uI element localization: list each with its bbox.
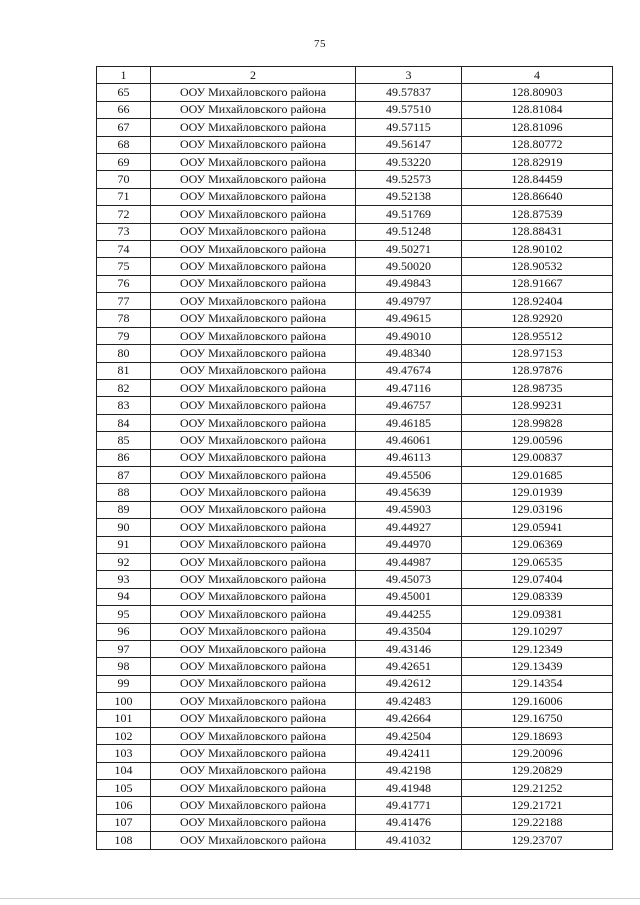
column-header-longitude: 4 xyxy=(462,67,613,84)
table-row xyxy=(97,310,613,327)
cell-latitude: 49.42411 xyxy=(356,745,462,762)
cell-longitude: 129.01939 xyxy=(462,484,613,501)
cell-latitude: 49.49797 xyxy=(356,293,462,310)
table-row xyxy=(97,136,613,153)
cell-number: 102 xyxy=(97,727,151,744)
cell-longitude: 129.16750 xyxy=(462,710,613,727)
cell-name: ООУ Михайловского района xyxy=(151,606,356,623)
cell-longitude: 129.09381 xyxy=(462,606,613,623)
cell-name: ООУ Михайловского района xyxy=(151,293,356,310)
cell-number: 96 xyxy=(97,623,151,640)
cell-longitude: 129.22188 xyxy=(462,814,613,831)
cell-name: ООУ Михайловского района xyxy=(151,762,356,779)
cell-latitude: 49.46113 xyxy=(356,449,462,466)
table-row xyxy=(97,345,613,362)
cell-longitude: 128.88431 xyxy=(462,223,613,240)
table-row xyxy=(97,727,613,744)
cell-latitude: 49.45639 xyxy=(356,484,462,501)
cell-number: 76 xyxy=(97,275,151,292)
cell-number: 87 xyxy=(97,466,151,483)
table-row xyxy=(97,223,613,240)
table-row xyxy=(97,466,613,483)
table-row xyxy=(97,414,613,431)
cell-number: 98 xyxy=(97,658,151,675)
cell-number: 77 xyxy=(97,293,151,310)
cell-latitude: 49.51769 xyxy=(356,206,462,223)
cell-longitude: 128.95512 xyxy=(462,327,613,344)
cell-number: 103 xyxy=(97,745,151,762)
cell-longitude: 128.82919 xyxy=(462,153,613,170)
cell-latitude: 49.42664 xyxy=(356,710,462,727)
table-row xyxy=(97,675,613,692)
table-row xyxy=(97,519,613,536)
cell-longitude: 128.87539 xyxy=(462,206,613,223)
cell-number: 68 xyxy=(97,136,151,153)
cell-name: ООУ Михайловского района xyxy=(151,188,356,205)
cell-longitude: 129.18693 xyxy=(462,727,613,744)
cell-number: 74 xyxy=(97,240,151,257)
cell-number: 88 xyxy=(97,484,151,501)
cell-longitude: 128.81084 xyxy=(462,101,613,118)
table-row xyxy=(97,745,613,762)
cell-longitude: 129.20096 xyxy=(462,745,613,762)
cell-name: ООУ Михайловского района xyxy=(151,380,356,397)
cell-longitude: 129.05941 xyxy=(462,519,613,536)
cell-number: 104 xyxy=(97,762,151,779)
cell-longitude: 129.13439 xyxy=(462,658,613,675)
cell-number: 73 xyxy=(97,223,151,240)
cell-longitude: 128.99231 xyxy=(462,397,613,414)
cell-latitude: 49.45001 xyxy=(356,588,462,605)
cell-latitude: 49.49843 xyxy=(356,275,462,292)
cell-longitude: 129.20829 xyxy=(462,762,613,779)
cell-longitude: 129.10297 xyxy=(462,623,613,640)
cell-latitude: 49.45506 xyxy=(356,466,462,483)
cell-number: 101 xyxy=(97,710,151,727)
cell-longitude: 128.81096 xyxy=(462,119,613,136)
cell-longitude: 128.90102 xyxy=(462,240,613,257)
cell-name: ООУ Михайловского района xyxy=(151,345,356,362)
cell-longitude: 128.97876 xyxy=(462,362,613,379)
cell-latitude: 49.44987 xyxy=(356,553,462,570)
cell-number: 108 xyxy=(97,832,151,849)
cell-latitude: 49.46061 xyxy=(356,432,462,449)
cell-number: 81 xyxy=(97,362,151,379)
cell-number: 105 xyxy=(97,780,151,797)
cell-number: 89 xyxy=(97,501,151,518)
cell-longitude: 129.06535 xyxy=(462,553,613,570)
cell-longitude: 128.98735 xyxy=(462,380,613,397)
cell-number: 86 xyxy=(97,449,151,466)
cell-longitude: 129.07404 xyxy=(462,571,613,588)
cell-longitude: 128.80772 xyxy=(462,136,613,153)
cell-latitude: 49.41948 xyxy=(356,780,462,797)
cell-latitude: 49.47674 xyxy=(356,362,462,379)
cell-name: ООУ Михайловского района xyxy=(151,206,356,223)
table-row xyxy=(97,275,613,292)
cell-longitude: 129.12349 xyxy=(462,640,613,657)
cell-latitude: 49.42651 xyxy=(356,658,462,675)
cell-latitude: 49.42198 xyxy=(356,762,462,779)
cell-name: ООУ Михайловского района xyxy=(151,484,356,501)
cell-longitude: 128.92920 xyxy=(462,310,613,327)
cell-latitude: 49.51248 xyxy=(356,223,462,240)
cell-name: ООУ Михайловского района xyxy=(151,640,356,657)
cell-number: 100 xyxy=(97,693,151,710)
cell-longitude: 129.14354 xyxy=(462,675,613,692)
cell-latitude: 49.49010 xyxy=(356,327,462,344)
cell-name: ООУ Михайловского района xyxy=(151,397,356,414)
cell-name: ООУ Михайловского района xyxy=(151,466,356,483)
table-row xyxy=(97,536,613,553)
table-row xyxy=(97,832,613,849)
cell-latitude: 49.42612 xyxy=(356,675,462,692)
cell-latitude: 49.46757 xyxy=(356,397,462,414)
cell-name: ООУ Михайловского района xyxy=(151,240,356,257)
table-row xyxy=(97,380,613,397)
cell-number: 93 xyxy=(97,571,151,588)
table-row xyxy=(97,449,613,466)
cell-number: 82 xyxy=(97,380,151,397)
cell-number: 85 xyxy=(97,432,151,449)
cell-number: 91 xyxy=(97,536,151,553)
page-number: 75 xyxy=(314,38,326,50)
cell-latitude: 49.57510 xyxy=(356,101,462,118)
cell-name: ООУ Михайловского района xyxy=(151,153,356,170)
table-row xyxy=(97,623,613,640)
cell-latitude: 49.41032 xyxy=(356,832,462,849)
cell-name: ООУ Михайловского района xyxy=(151,119,356,136)
cell-latitude: 49.42504 xyxy=(356,727,462,744)
cell-number: 92 xyxy=(97,553,151,570)
cell-latitude: 49.43146 xyxy=(356,640,462,657)
cell-longitude: 129.00596 xyxy=(462,432,613,449)
cell-number: 83 xyxy=(97,397,151,414)
cell-longitude: 129.21252 xyxy=(462,780,613,797)
cell-name: ООУ Михайловского района xyxy=(151,536,356,553)
cell-latitude: 49.42483 xyxy=(356,693,462,710)
cell-number: 80 xyxy=(97,345,151,362)
cell-name: ООУ Михайловского района xyxy=(151,571,356,588)
cell-longitude: 129.23707 xyxy=(462,832,613,849)
cell-longitude: 128.90532 xyxy=(462,258,613,275)
cell-number: 106 xyxy=(97,797,151,814)
table-row xyxy=(97,293,613,310)
cell-name: ООУ Михайловского района xyxy=(151,693,356,710)
cell-number: 90 xyxy=(97,519,151,536)
cell-name: ООУ Михайловского района xyxy=(151,727,356,744)
table-row xyxy=(97,171,613,188)
cell-number: 71 xyxy=(97,188,151,205)
cell-latitude: 49.45903 xyxy=(356,501,462,518)
cell-name: ООУ Михайловского района xyxy=(151,449,356,466)
table-row xyxy=(97,397,613,414)
cell-name: ООУ Михайловского района xyxy=(151,588,356,605)
coordinates-table xyxy=(96,66,613,850)
cell-latitude: 49.50020 xyxy=(356,258,462,275)
cell-longitude: 128.86640 xyxy=(462,188,613,205)
cell-number: 107 xyxy=(97,814,151,831)
cell-latitude: 49.48340 xyxy=(356,345,462,362)
cell-longitude: 129.00837 xyxy=(462,449,613,466)
cell-number: 94 xyxy=(97,588,151,605)
table-row xyxy=(97,710,613,727)
table-row xyxy=(97,762,613,779)
cell-number: 78 xyxy=(97,310,151,327)
cell-latitude: 49.41476 xyxy=(356,814,462,831)
cell-name: ООУ Михайловского района xyxy=(151,258,356,275)
cell-number: 67 xyxy=(97,119,151,136)
cell-name: ООУ Михайловского района xyxy=(151,275,356,292)
cell-longitude: 129.03196 xyxy=(462,501,613,518)
cell-name: ООУ Михайловского района xyxy=(151,814,356,831)
table-row xyxy=(97,693,613,710)
cell-number: 70 xyxy=(97,171,151,188)
cell-latitude: 49.43504 xyxy=(356,623,462,640)
cell-latitude: 49.57837 xyxy=(356,84,462,101)
cell-latitude: 49.44970 xyxy=(356,536,462,553)
cell-longitude: 129.08339 xyxy=(462,588,613,605)
table-row xyxy=(97,571,613,588)
table-row xyxy=(97,362,613,379)
cell-number: 84 xyxy=(97,414,151,431)
cell-latitude: 49.50271 xyxy=(356,240,462,257)
table-row xyxy=(97,501,613,518)
table-body xyxy=(97,84,613,849)
table-row xyxy=(97,606,613,623)
cell-name: ООУ Михайловского района xyxy=(151,797,356,814)
cell-latitude: 49.44255 xyxy=(356,606,462,623)
cell-latitude: 49.57115 xyxy=(356,119,462,136)
cell-longitude: 129.06369 xyxy=(462,536,613,553)
cell-latitude: 49.56147 xyxy=(356,136,462,153)
table-header-row xyxy=(97,67,613,84)
cell-longitude: 128.99828 xyxy=(462,414,613,431)
table-row xyxy=(97,119,613,136)
cell-number: 95 xyxy=(97,606,151,623)
cell-name: ООУ Михайловского района xyxy=(151,414,356,431)
cell-latitude: 49.47116 xyxy=(356,380,462,397)
cell-name: ООУ Михайловского района xyxy=(151,432,356,449)
cell-name: ООУ Михайловского района xyxy=(151,136,356,153)
column-header-number: 1 xyxy=(97,67,151,84)
cell-name: ООУ Михайловского района xyxy=(151,623,356,640)
cell-latitude: 49.53220 xyxy=(356,153,462,170)
cell-name: ООУ Михайловского района xyxy=(151,327,356,344)
cell-name: ООУ Михайловского района xyxy=(151,675,356,692)
table-row xyxy=(97,553,613,570)
cell-name: ООУ Михайловского района xyxy=(151,780,356,797)
column-header-name: 2 xyxy=(151,67,356,84)
cell-longitude: 128.91667 xyxy=(462,275,613,292)
table-row xyxy=(97,327,613,344)
table-row xyxy=(97,640,613,657)
cell-name: ООУ Михайловского района xyxy=(151,658,356,675)
page-bottom-edge xyxy=(0,898,640,899)
cell-name: ООУ Михайловского района xyxy=(151,84,356,101)
table-row xyxy=(97,658,613,675)
table-row xyxy=(97,84,613,101)
cell-longitude: 128.80903 xyxy=(462,84,613,101)
cell-latitude: 49.52138 xyxy=(356,188,462,205)
cell-name: ООУ Михайловского района xyxy=(151,745,356,762)
cell-name: ООУ Михайловского района xyxy=(151,310,356,327)
cell-name: ООУ Михайловского района xyxy=(151,501,356,518)
table-row xyxy=(97,588,613,605)
table-row xyxy=(97,206,613,223)
cell-name: ООУ Михайловского района xyxy=(151,553,356,570)
cell-name: ООУ Михайловского района xyxy=(151,223,356,240)
table-row xyxy=(97,484,613,501)
cell-latitude: 49.49615 xyxy=(356,310,462,327)
cell-number: 79 xyxy=(97,327,151,344)
table-row xyxy=(97,780,613,797)
cell-number: 65 xyxy=(97,84,151,101)
cell-longitude: 128.84459 xyxy=(462,171,613,188)
table-row xyxy=(97,258,613,275)
cell-latitude: 49.52573 xyxy=(356,171,462,188)
column-header-latitude: 3 xyxy=(356,67,462,84)
cell-longitude: 129.01685 xyxy=(462,466,613,483)
cell-latitude: 49.44927 xyxy=(356,519,462,536)
cell-number: 66 xyxy=(97,101,151,118)
cell-longitude: 128.92404 xyxy=(462,293,613,310)
cell-longitude: 128.97153 xyxy=(462,345,613,362)
cell-number: 97 xyxy=(97,640,151,657)
table-row xyxy=(97,797,613,814)
cell-number: 69 xyxy=(97,153,151,170)
table-row xyxy=(97,188,613,205)
cell-number: 72 xyxy=(97,206,151,223)
cell-name: ООУ Михайловского района xyxy=(151,171,356,188)
table-row xyxy=(97,432,613,449)
table-row xyxy=(97,153,613,170)
cell-latitude: 49.46185 xyxy=(356,414,462,431)
cell-latitude: 49.45073 xyxy=(356,571,462,588)
cell-name: ООУ Михайловского района xyxy=(151,832,356,849)
cell-name: ООУ Михайловского района xyxy=(151,101,356,118)
cell-longitude: 129.21721 xyxy=(462,797,613,814)
cell-number: 99 xyxy=(97,675,151,692)
cell-name: ООУ Михайловского района xyxy=(151,519,356,536)
table-row xyxy=(97,814,613,831)
table-row xyxy=(97,101,613,118)
cell-number: 75 xyxy=(97,258,151,275)
cell-latitude: 49.41771 xyxy=(356,797,462,814)
cell-name: ООУ Михайловского района xyxy=(151,710,356,727)
cell-longitude: 129.16006 xyxy=(462,693,613,710)
cell-name: ООУ Михайловского района xyxy=(151,362,356,379)
table-row xyxy=(97,240,613,257)
